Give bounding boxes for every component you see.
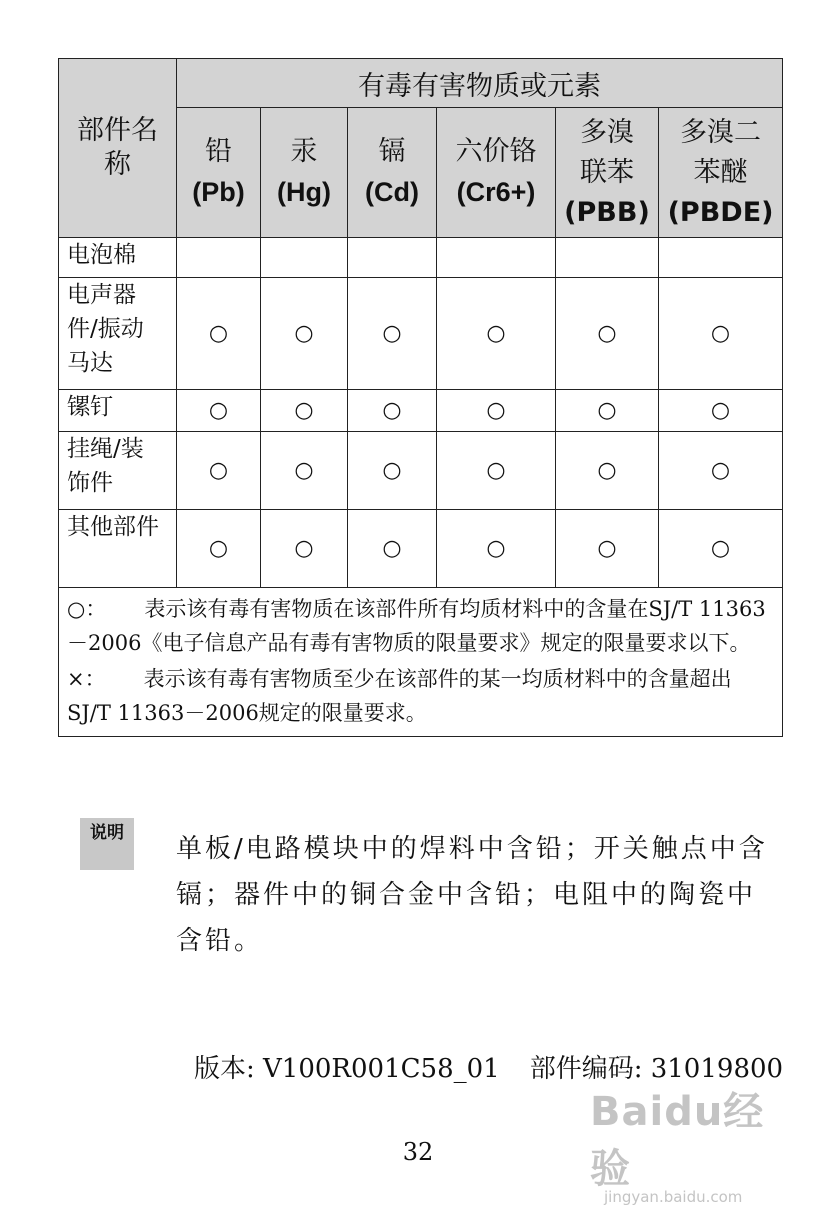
mark-cell: ○ bbox=[177, 432, 261, 510]
mark-cell: ○ bbox=[659, 390, 783, 432]
table-row bbox=[59, 432, 783, 510]
table-row bbox=[59, 510, 783, 588]
note-cross-symbol: ×： bbox=[67, 667, 106, 691]
mark-cell: ○ bbox=[437, 510, 556, 588]
explanation-label: 说明 bbox=[80, 818, 134, 870]
mark-cell: ○ bbox=[348, 390, 437, 432]
version-text: 版本: V100R001C58_01 bbox=[194, 1054, 500, 1084]
mark-cell: ○ bbox=[261, 278, 348, 390]
mark-cell: ○ bbox=[437, 390, 556, 432]
mark-cell: ○ bbox=[556, 390, 659, 432]
mark-cell bbox=[261, 238, 348, 278]
mark-cell: ○ bbox=[177, 278, 261, 390]
row-name: 电泡棉 bbox=[59, 238, 177, 278]
mark-cell: ○ bbox=[348, 432, 437, 510]
note-cross-text: 表示该有毒有害物质至少在该部件的某一均质材料中的含量超出SJ/T 11363－2006规定的限量要求。 bbox=[67, 667, 732, 725]
mark-cell: ○ bbox=[261, 432, 348, 510]
mark-cell: ○ bbox=[556, 278, 659, 390]
mark-cell: ○ bbox=[437, 278, 556, 390]
table-row bbox=[59, 390, 783, 432]
page-number: 32 bbox=[402, 1138, 434, 1166]
mark-cell bbox=[437, 238, 556, 278]
header-col-pbb: 多溴联苯 (PBB) bbox=[556, 108, 659, 238]
mark-cell: ○ bbox=[437, 432, 556, 510]
note-cross bbox=[67, 662, 774, 730]
explanation-text: 单板/电路模块中的焊料中含铅；开关触点中含镉；器件中的铜合金中含铅；电阻中的陶瓷中含铅。 bbox=[176, 834, 768, 956]
row-name: 电声器件/振动马达 bbox=[59, 278, 177, 390]
note-circle bbox=[67, 592, 774, 660]
mark-cell: ○ bbox=[177, 390, 261, 432]
header-col-cd: 镉 (Cd) bbox=[348, 108, 437, 238]
row-name: 挂绳/装饰件 bbox=[59, 432, 177, 510]
table-row bbox=[59, 238, 783, 278]
table-row bbox=[59, 278, 783, 390]
header-part-name: 部件名称 bbox=[59, 59, 177, 238]
row-name: 其他部件 bbox=[59, 510, 177, 588]
header-col-hg: 汞 (Hg) bbox=[261, 108, 348, 238]
header-col-cr6: 六价铬 (Cr6+) bbox=[437, 108, 556, 238]
mark-cell: ○ bbox=[659, 278, 783, 390]
mark-cell: ○ bbox=[261, 390, 348, 432]
mark-cell bbox=[556, 238, 659, 278]
baidu-logo: Baidu经验 bbox=[590, 1089, 765, 1192]
part-code: 部件编码: 31019800 bbox=[529, 1054, 784, 1084]
mark-cell: ○ bbox=[348, 510, 437, 588]
table-notes bbox=[59, 588, 783, 737]
mark-cell: ○ bbox=[177, 510, 261, 588]
hazardous-substances-table bbox=[58, 58, 783, 737]
mark-cell: ○ bbox=[659, 510, 783, 588]
note-circle-symbol: ○： bbox=[67, 597, 107, 621]
mark-cell: ○ bbox=[556, 510, 659, 588]
mark-cell: ○ bbox=[556, 432, 659, 510]
header-group-substances: 有毒有害物质或元素 bbox=[177, 59, 783, 108]
mark-cell bbox=[177, 238, 261, 278]
note-circle-text: 表示该有毒有害物质在该部件所有均质材料中的含量在SJ/T 11363－2006《电子信息产品有毒有害物质的限量要求》规定的限量要求以下。 bbox=[67, 597, 766, 655]
mark-cell bbox=[348, 238, 437, 278]
mark-cell: ○ bbox=[348, 278, 437, 390]
header-col-pbde: 多溴二苯醚 (PBDE) bbox=[659, 108, 783, 238]
mark-cell: ○ bbox=[261, 510, 348, 588]
header-col-pb: 铅 (Pb) bbox=[177, 108, 261, 238]
mark-cell: ○ bbox=[659, 432, 783, 510]
baidu-site: jingyan.baidu.com bbox=[604, 1188, 743, 1206]
row-name: 镙钉 bbox=[59, 390, 177, 432]
mark-cell bbox=[659, 238, 783, 278]
